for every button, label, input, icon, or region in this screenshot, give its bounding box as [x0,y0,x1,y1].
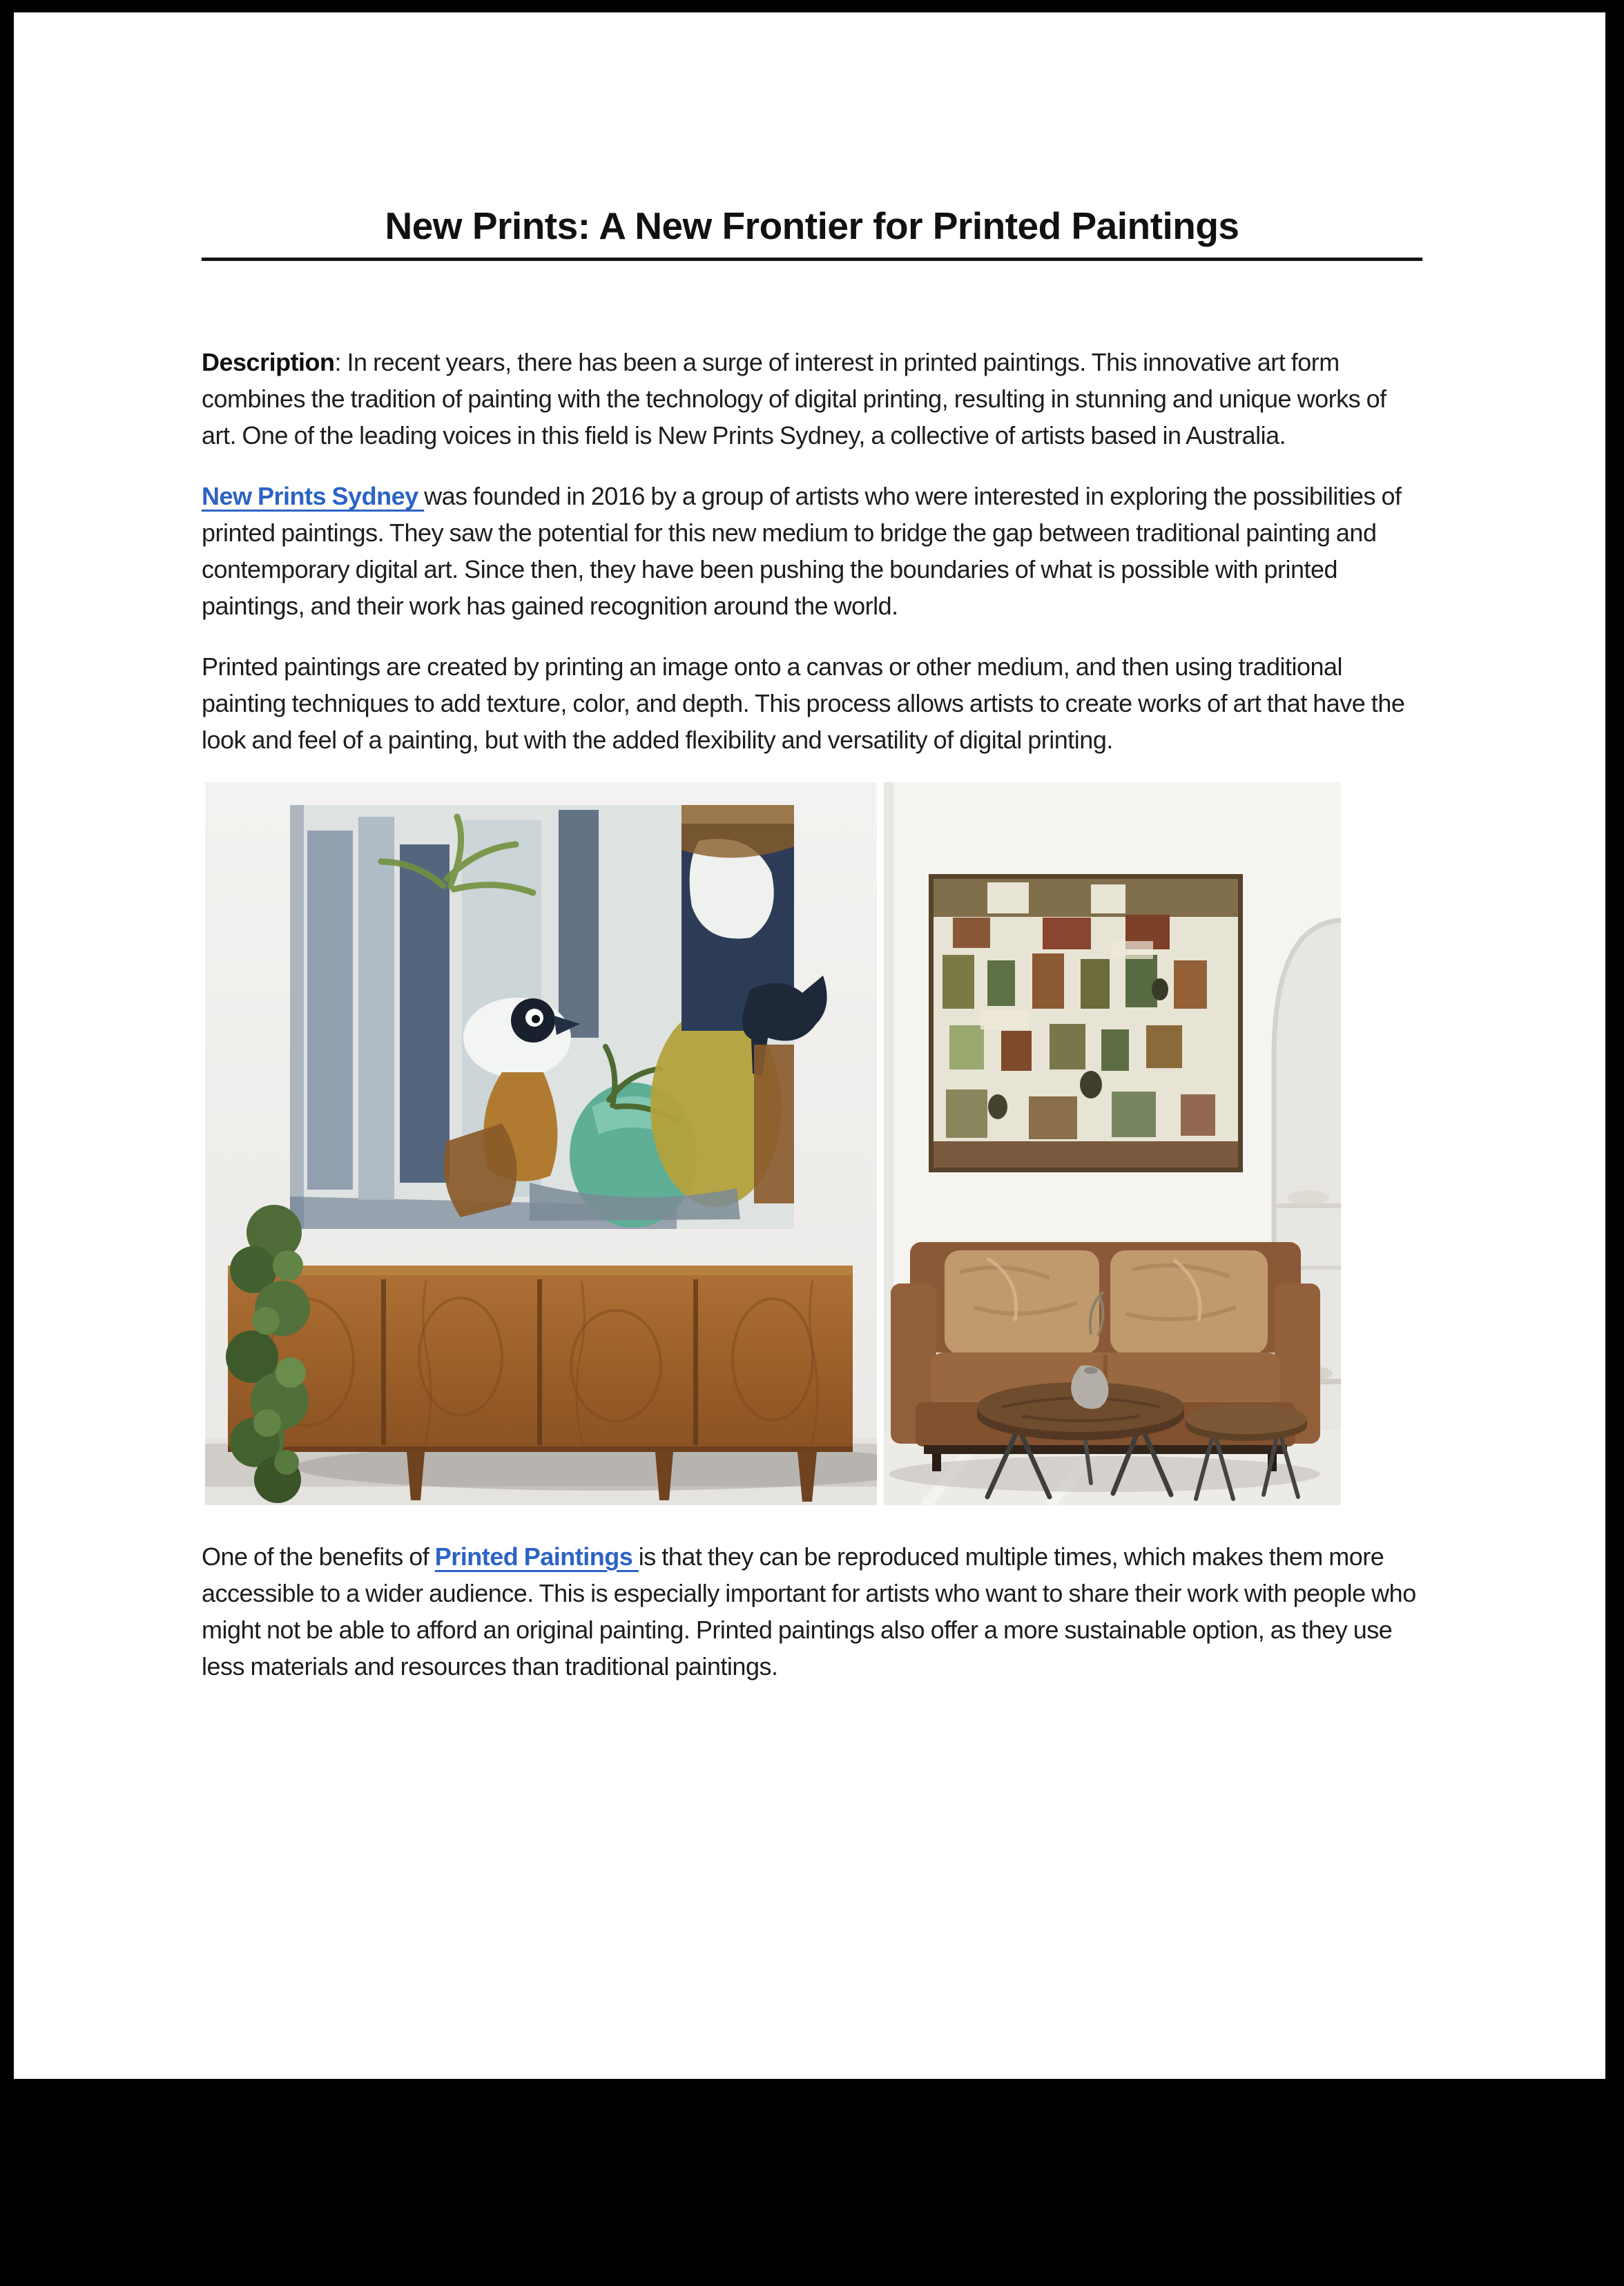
paragraph-process [202,648,1422,758]
page-title: New Prints: A New Frontier for Printed Paintings [202,203,1422,261]
photo-painting-over-sofa [884,782,1341,1505]
paragraph-text: is that they can be reproduced multiple times, which makes them more accessible to a wider audience. This is especially important for artists who want to share their work with people who might not be able to afford an original painting. Printed paintings also offer a more sustainable option, as they use less materials and resources than traditional paintings. [202,1542,1416,1680]
photo-painting-over-sideboard [205,782,877,1505]
paragraph-text: was founded in 2016 by a group of artists who were interested in exploring the possibilities of printed paintings. They saw the potential for this new medium to bridge the gap between traditional painting and contemporary digital art. Since then, they have been pushing the boundaries of what is possible with printed paintings, and their work has gained recognition around the world. [202,482,1402,620]
document-content [14,203,1605,1685]
interior-photo-right-graphic [884,782,1341,1505]
interior-photos [205,782,1422,1505]
description-label: Description [202,348,335,376]
interior-photo-left-graphic [205,782,877,1505]
paragraph-founding [202,478,1422,624]
paragraph-benefits [202,1538,1422,1685]
paragraph-text: One of the benefits of [202,1542,435,1571]
link-printed-paintings[interactable]: Printed Paintings [434,1542,639,1571]
document-page [14,12,1605,2079]
paragraph-description [202,344,1422,454]
link-new-prints-sydney[interactable]: New Prints Sydney [202,482,425,510]
abstract-painting-right [929,874,1243,1172]
paragraph-text: : In recent years, there has been a surge of interest in printed paintings. This innovative art form combines the tradition of painting with the technology of digital printing, resulting in stunning and unique works of art. One of the leading voices in this field is New Prints Sydney, a collective of artists based in Australia. [202,348,1386,449]
paragraph-text: Printed paintings are created by printing an image onto a canvas or other medium, and then using traditional painting techniques to add texture, color, and depth. This process allows artists to create works of art that have the look and feel of a painting, but with the added flexibility and versatility of digital printing. [202,652,1405,754]
abstract-painting-left [290,805,827,1229]
